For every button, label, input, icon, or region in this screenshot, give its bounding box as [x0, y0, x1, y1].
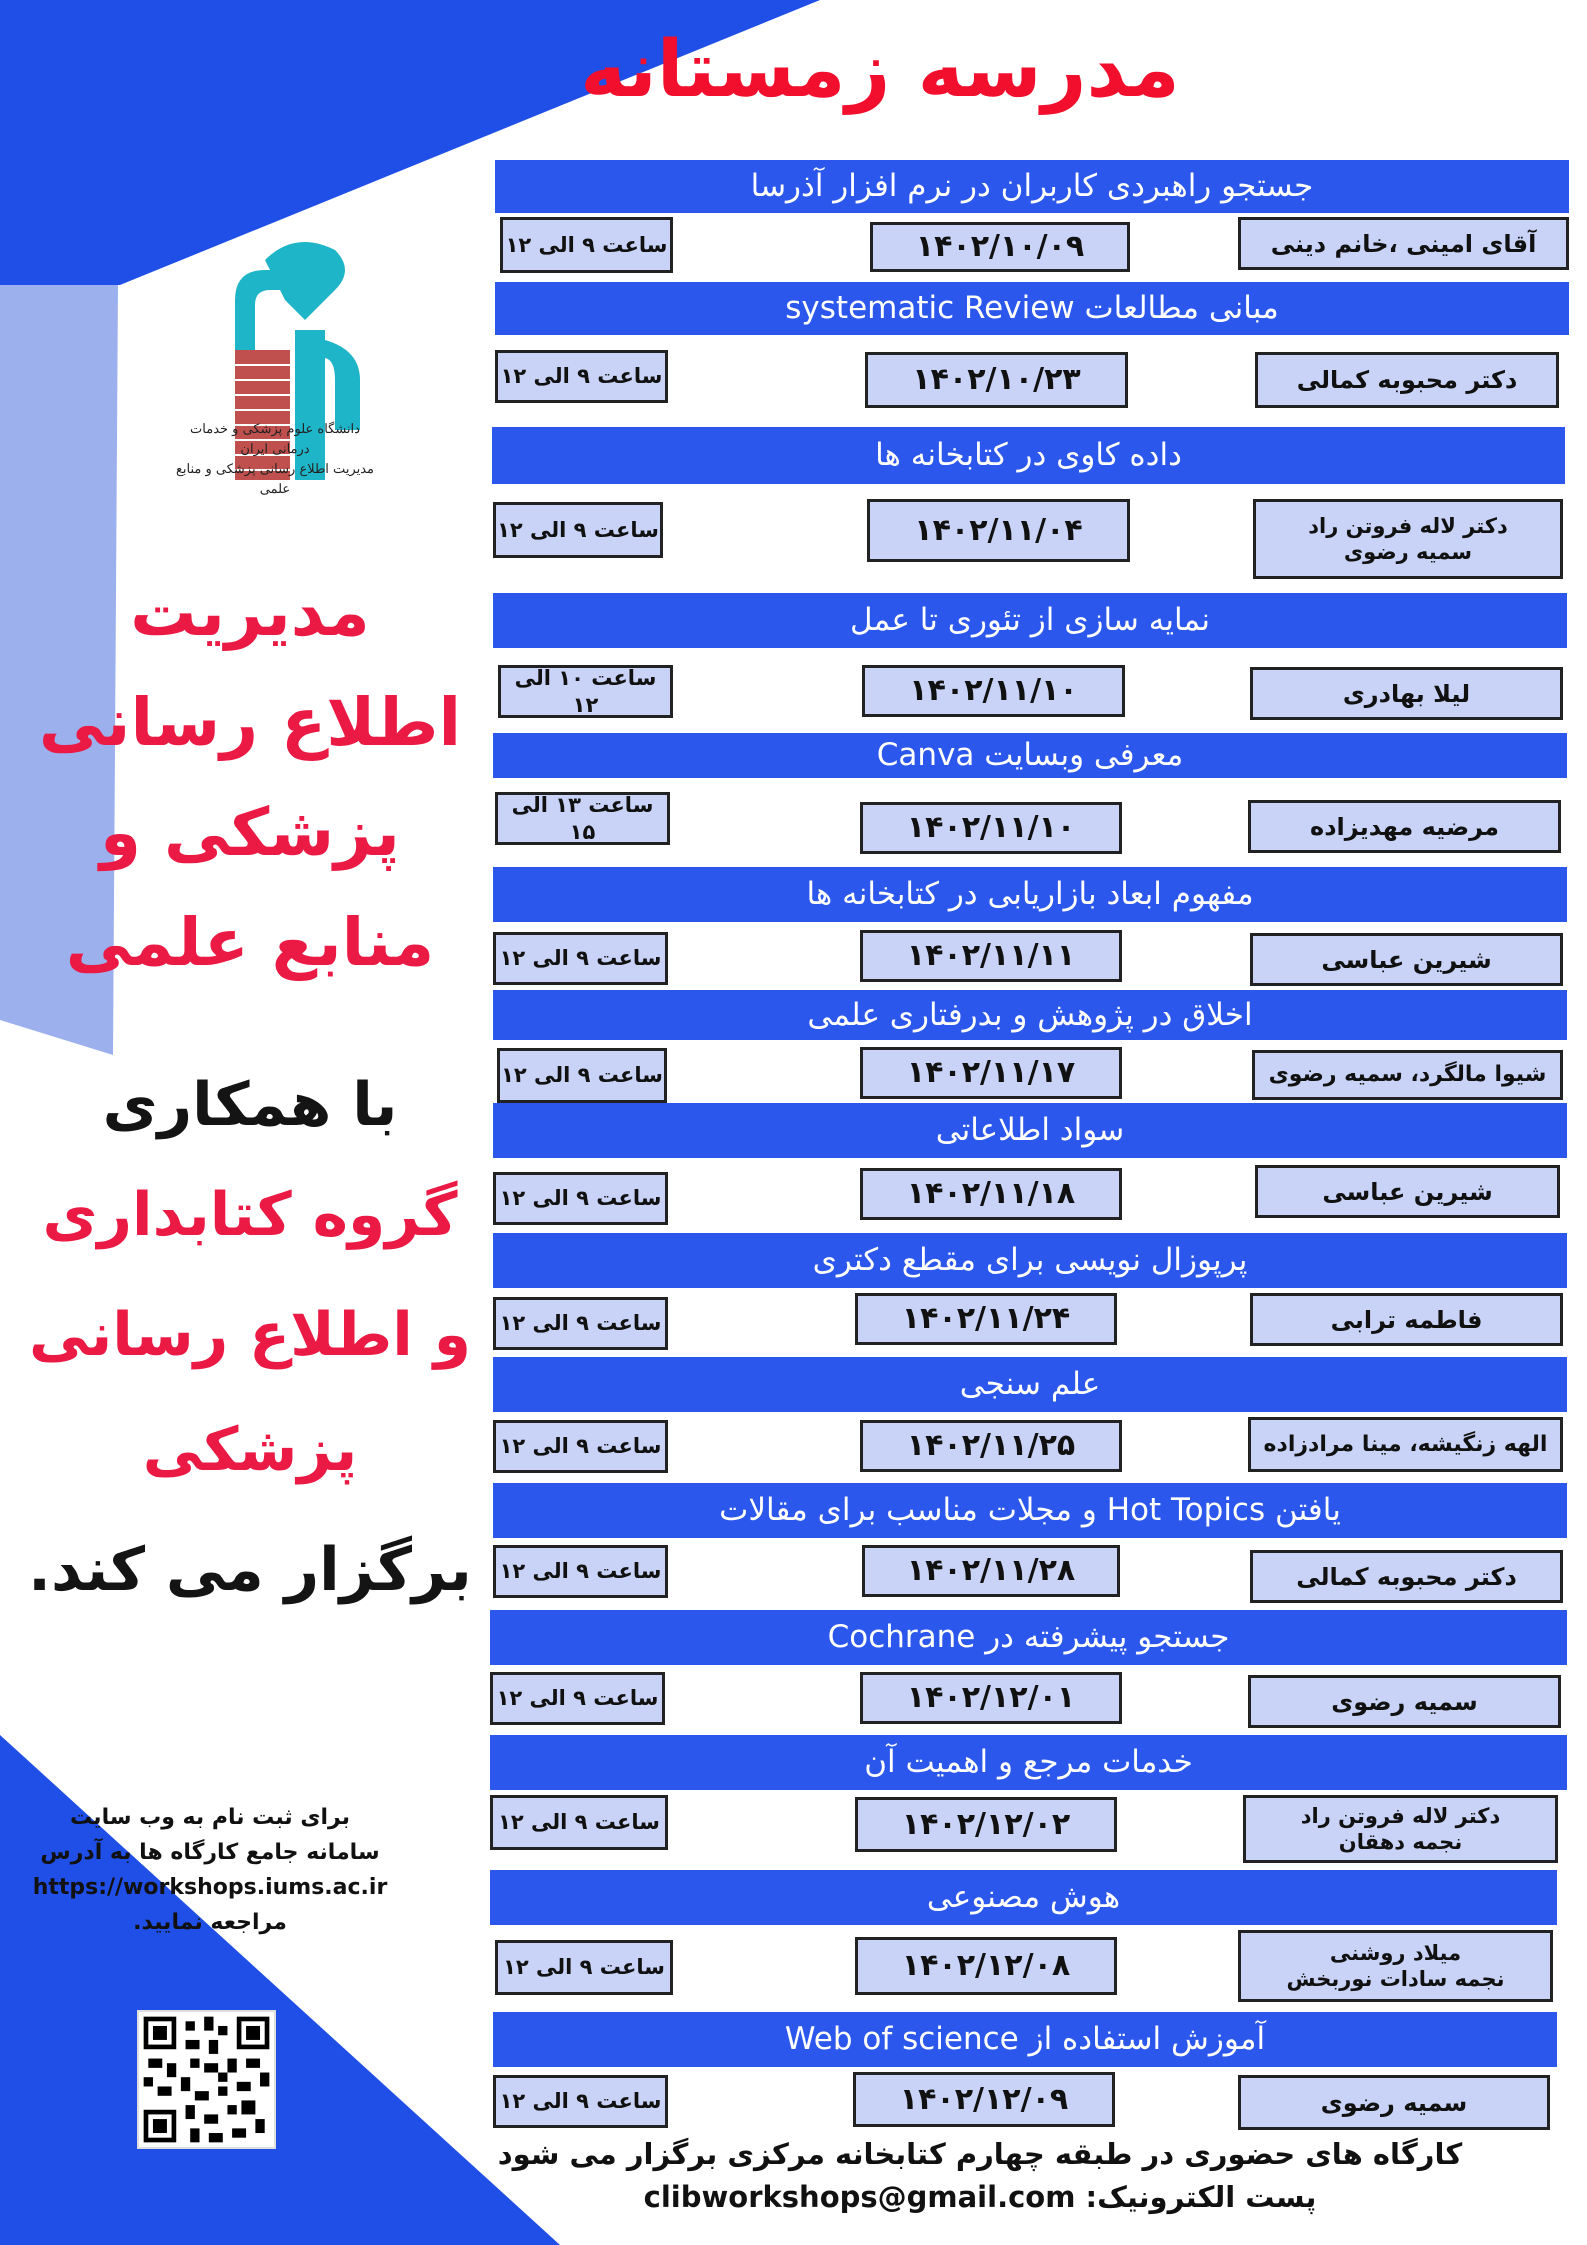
workshop-presenter — [1248, 800, 1561, 853]
workshop-title: مبانی مطالعات systematic Review — [495, 282, 1569, 335]
workshop-time: ساعت ۹ الی ۱۲ — [493, 2075, 668, 2128]
workshop-date: ۱۴۰۲/۱۱/۲۴ — [855, 1293, 1117, 1345]
workshop-time: ساعت ۹ الی ۱۲ — [495, 1940, 673, 1995]
left-line-8: پزشکی — [142, 1415, 358, 1485]
workshop-title: مفهوم ابعاد بازاریابی در کتابخانه ها — [493, 867, 1567, 922]
workshop-time: ساعت ۹ الی ۱۲ — [490, 1795, 668, 1850]
presenter-line: دکتر محبوبه کمالی — [1296, 1562, 1517, 1591]
page-title: مدرسه زمستانه — [580, 25, 1180, 115]
workshop-presenter — [1250, 1293, 1563, 1346]
workshop-date: ۱۴۰۲/۱۱/۲۸ — [862, 1545, 1120, 1597]
presenter-line: لیلا بهادری — [1342, 679, 1471, 708]
presenter-line: شیرین عباسی — [1321, 945, 1492, 974]
workshop-time: ساعت ۹ الی ۱۲ — [495, 350, 668, 403]
workshop-time: ساعت ۹ الی ۱۲ — [493, 1297, 668, 1350]
workshop-time: ساعت ۹ الی ۱۲ — [493, 1172, 668, 1225]
presenter-line: نجمه سادات نوربخش — [1286, 1967, 1505, 1991]
workshop-presenter — [1250, 933, 1563, 986]
footer-location: کارگاه های حضوری در طبقه چهارم کتابخانه مرکزی برگزار می شود — [497, 2137, 1463, 2171]
workshop-time: ساعت ۱۰ الی ۱۲ — [498, 665, 673, 718]
workshop-title: یافتن Hot Topics و مجلات مناسب برای مقالات — [493, 1483, 1567, 1538]
workshop-presenter — [1238, 217, 1569, 270]
left-line-5: با همکاری — [102, 1070, 398, 1140]
workshop-date: ۱۴۰۲/۱۰/۰۹ — [870, 222, 1130, 272]
email-address[interactable]: clibworkshops@gmail.com — [643, 2180, 1076, 2214]
presenter-line: مرضیه مهدیزاده — [1310, 812, 1499, 841]
presenter-line: دکتر لاله فروتن راد — [1308, 513, 1508, 538]
workshop-presenter — [1253, 499, 1563, 579]
presenter-line: سمیه رضوی — [1331, 1687, 1478, 1716]
presenter-line: الهه زنگیشه، مینا مرادزاده — [1263, 1431, 1548, 1457]
logo-caption-line2: مدیریت اطلاع رسانی پزشکی و منابع علمی — [175, 462, 375, 497]
email-label: پست الکترونیک: — [1085, 2180, 1317, 2214]
workshop-date: ۱۴۰۲/۱۲/۰۸ — [855, 1937, 1117, 1995]
workshop-date: ۱۴۰۲/۱۲/۰۲ — [855, 1797, 1117, 1852]
workshop-time: ساعت ۹ الی ۱۲ — [493, 1545, 668, 1598]
presenter-line: دکتر محبوبه کمالی — [1296, 366, 1518, 394]
workshop-date: ۱۴۰۲/۱۱/۱۰ — [862, 665, 1125, 717]
workshop-presenter — [1250, 1550, 1563, 1603]
workshop-time: ساعت ۹ الی ۱۲ — [493, 932, 668, 985]
registration-line1: برای ثبت نام به وب سایت — [70, 1805, 350, 1830]
workshop-title: جستجو راهبردی کاربران در نرم افزار آذرسا — [495, 160, 1569, 213]
workshop-date: ۱۴۰۲/۱۱/۲۵ — [860, 1420, 1122, 1472]
workshop-time: ساعت ۱۳ الی ۱۵ — [495, 792, 670, 845]
workshop-title: خدمات مرجع و اهمیت آن — [490, 1735, 1567, 1790]
workshop-date: ۱۴۰۲/۱۱/۱۷ — [860, 1047, 1122, 1099]
left-line-4: منابع علمی — [65, 904, 435, 981]
footer-email-row — [480, 2180, 1480, 2214]
workshop-time: ساعت ۹ الی ۱۲ — [500, 217, 673, 273]
logo-caption — [170, 420, 380, 500]
left-line-7: و اطلاع رسانی — [28, 1300, 471, 1370]
workshop-title: پرپوزال نویسی برای مقطع دکتری — [493, 1233, 1567, 1288]
workshop-presenter — [1248, 1675, 1561, 1728]
left-line-3: پزشکی و — [100, 794, 400, 871]
workshop-date: ۱۴۰۲/۱۲/۰۱ — [860, 1672, 1122, 1724]
presenter-line: آقای امینی ،خانم دینی — [1270, 229, 1537, 258]
workshop-date: ۱۴۰۲/۱۱/۱۸ — [860, 1168, 1122, 1220]
registration-line4: مراجعه نمایید. — [133, 1910, 287, 1935]
workshop-title: داده کاوی در کتابخانه ها — [492, 427, 1565, 484]
workshop-presenter — [1255, 352, 1559, 408]
workshop-presenter — [1238, 1930, 1553, 2002]
workshop-date: ۱۴۰۲/۱۱/۱۱ — [860, 930, 1122, 982]
registration-info — [20, 1800, 400, 1940]
workshop-title: علم سنجی — [493, 1357, 1567, 1412]
workshop-time: ساعت ۹ الی ۱۲ — [493, 1420, 668, 1473]
presenter-line: سمیه رضوی — [1320, 2088, 1468, 2117]
presenter-line: شیرین عباسی — [1322, 1177, 1493, 1206]
workshop-title: معرفی وبسایت Canva — [493, 733, 1567, 778]
workshop-date: ۱۴۰۲/۱۱/۱۰ — [860, 802, 1122, 854]
presenter-line: سمیه رضوی — [1343, 540, 1473, 564]
workshop-title: آموزش استفاده از Web of science — [493, 2012, 1557, 2067]
workshop-presenter — [1252, 1050, 1563, 1100]
qr-code[interactable] — [137, 2010, 276, 2149]
left-line-2: اطلاع رسانی — [38, 684, 462, 761]
presenter-line: فاطمه ترابی — [1330, 1305, 1483, 1334]
workshop-title: سواد اطلاعاتی — [493, 1103, 1567, 1158]
workshop-date: ۱۴۰۲/۱۱/۰۴ — [867, 499, 1130, 562]
workshop-title: نمایه سازی از تئوری تا عمل — [493, 593, 1567, 648]
logo-caption-line1: دانشگاه علوم پزشکی و خدمات درمانی ایران — [190, 422, 360, 457]
presenter-line: دکتر لاله فروتن راد — [1300, 1803, 1501, 1828]
workshop-date: ۱۴۰۲/۱۲/۰۹ — [853, 2072, 1115, 2127]
left-line-1: مدیریت — [130, 574, 370, 651]
workshop-title: هوش مصنوعی — [490, 1870, 1557, 1925]
workshop-time: ساعت ۹ الی ۱۲ — [493, 502, 663, 558]
workshop-presenter — [1248, 1417, 1563, 1472]
presenter-line: میلاد روشنی — [1329, 1940, 1462, 1965]
registration-url[interactable]: https://workshops.iums.ac.ir — [32, 1875, 388, 1900]
workshop-presenter — [1250, 667, 1563, 720]
workshop-presenter — [1255, 1165, 1560, 1218]
workshop-presenter — [1243, 1795, 1558, 1863]
presenter-line: شیوا مالگرد، سمیه رضوی — [1268, 1062, 1547, 1088]
registration-line2: سامانه جامع کارگاه ها به آدرس — [40, 1840, 380, 1865]
workshop-date: ۱۴۰۲/۱۰/۲۳ — [865, 352, 1128, 408]
presenter-line: نجمه دهقان — [1338, 1830, 1463, 1854]
workshop-presenter — [1238, 2075, 1550, 2130]
workshop-title: اخلاق در پژوهش و بدرفتاری علمی — [493, 990, 1567, 1040]
left-line-6: گروه کتابداری — [42, 1180, 458, 1250]
workshop-time: ساعت ۹ الی ۱۲ — [490, 1672, 665, 1725]
left-line-9: برگزار می کند. — [28, 1535, 472, 1605]
workshop-title: جستجو پیشرفته در Cochrane — [490, 1610, 1567, 1665]
workshop-time: ساعت ۹ الی ۱۲ — [497, 1048, 667, 1103]
